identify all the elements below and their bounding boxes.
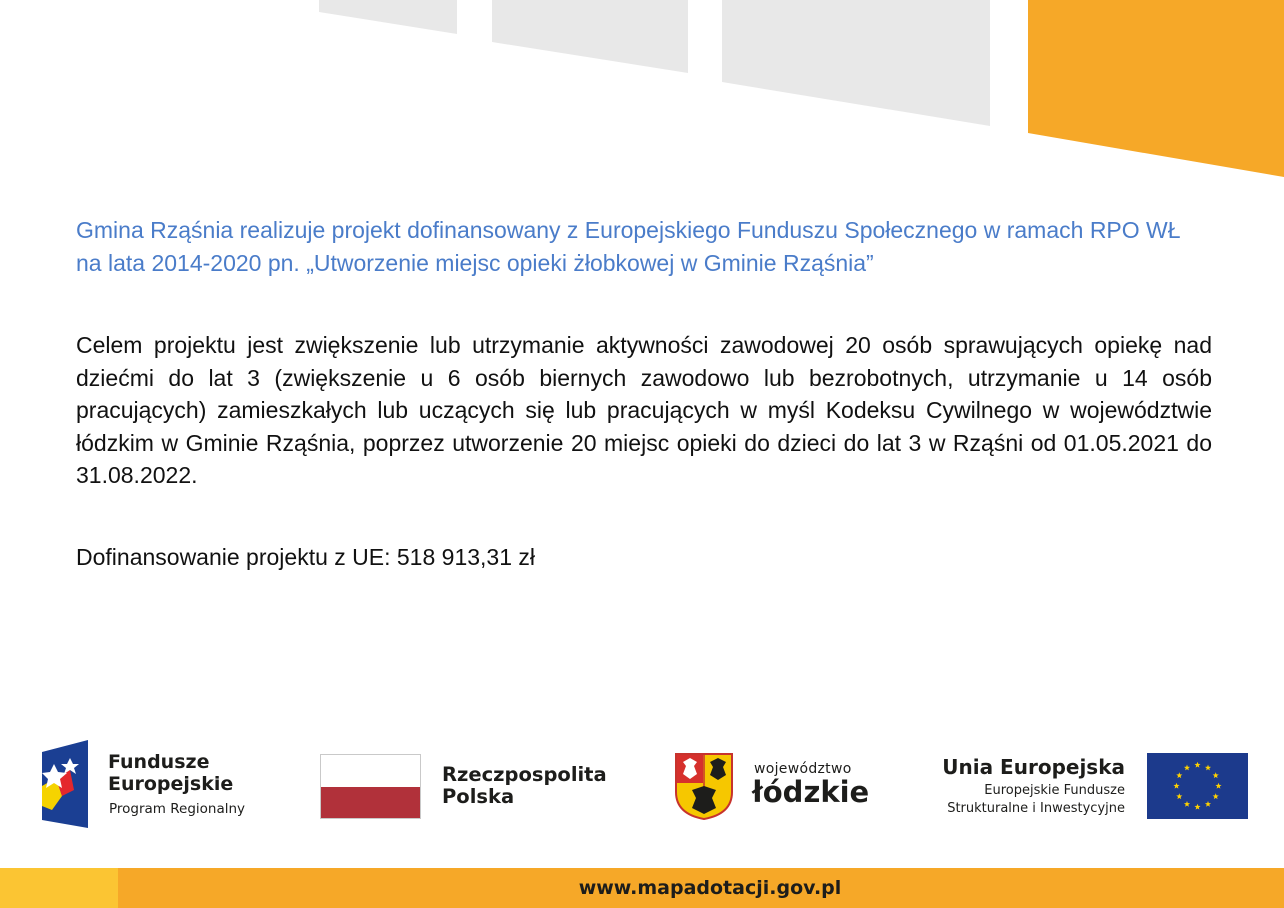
ue-logo-line1: Unia Europejska (942, 755, 1125, 779)
eu-star-icon (1184, 801, 1190, 807)
eu-star-icon (1205, 801, 1211, 807)
footer-bar (0, 868, 1284, 908)
eu-star-icon (1176, 772, 1182, 778)
deco-grey-band-1 (319, 0, 457, 34)
logo-unia-europejska (916, 752, 1248, 820)
ue-logo-line3: Strukturalne i Inwestycyjne (947, 801, 1125, 816)
logo-fundusze-europejskie (42, 740, 272, 828)
fundusze-europejskie-icon (42, 740, 90, 828)
eu-star-icon (1194, 804, 1200, 810)
wl-logo-line1: województwo (754, 761, 852, 777)
deco-orange-band (1028, 0, 1284, 177)
fe-logo-line2: Europejskie (108, 773, 234, 795)
lodzkie-coat-of-arms-icon (674, 752, 734, 820)
eu-star-icon (1213, 793, 1219, 799)
funding-text: Dofinansowanie projektu z UE: 518 913,31 zł (76, 544, 536, 570)
logo-rzeczpospolita-polska (320, 754, 620, 820)
eu-star-icon (1176, 793, 1182, 799)
project-goal-text: Celem projektu jest zwiększenie lub utrzymanie aktywności zawodowej 20 osób sprawujących opiekę nad dziećmi do lat 3 (zwiększenie u 6 osób biernych zawodowo lub bezrobotnych, utrzymanie u 14 osób pracujących) zamieszkałych lub uczących się lub pracujących w myśl Kodeksu Cywilnego w województwie łódzkim w Gminie Rząśnia, poprzez utworzenie 20 miejsc opieki do dzieci do lat 3 w Rząśni od 01.05.2021 do 31.08.2022. (76, 332, 1212, 488)
ue-logo-line2: Europejskie Fundusze (984, 783, 1125, 798)
eu-star-icon (1205, 765, 1211, 771)
eu-star-icon (1215, 783, 1221, 789)
rp-logo-line1: Rzeczpospolita (442, 763, 607, 786)
eu-star-icon (1173, 783, 1179, 789)
deco-grey-band-2 (492, 0, 688, 73)
rp-logo-line2: Polska (442, 785, 515, 808)
footer-url: www.mapadotacji.gov.pl (578, 877, 842, 899)
deco-grey-band-3 (722, 0, 990, 126)
header-decoration (0, 0, 1284, 180)
wl-logo-line2: łódzkie (752, 775, 870, 809)
intro-text: Gmina Rząśnia realizuje projekt dofinansowany z Europejskiego Funduszu Społecznego w ramach RPO WŁ na lata 2014-2020 pn. „Utworzenie miejsc opieki żłobkowej w Gminie Rząśnia” (76, 217, 1181, 276)
polish-flag-icon (320, 754, 421, 819)
eu-star-icon (1213, 772, 1219, 778)
logo-wojewodztwo-lodzkie (674, 752, 874, 822)
eu-flag-icon (1147, 753, 1248, 819)
fe-logo-line1: Fundusze (108, 751, 210, 773)
eu-star-icon (1194, 762, 1200, 768)
eu-star-icon (1184, 765, 1190, 771)
fe-logo-line3: Program Regionalny (109, 801, 246, 817)
